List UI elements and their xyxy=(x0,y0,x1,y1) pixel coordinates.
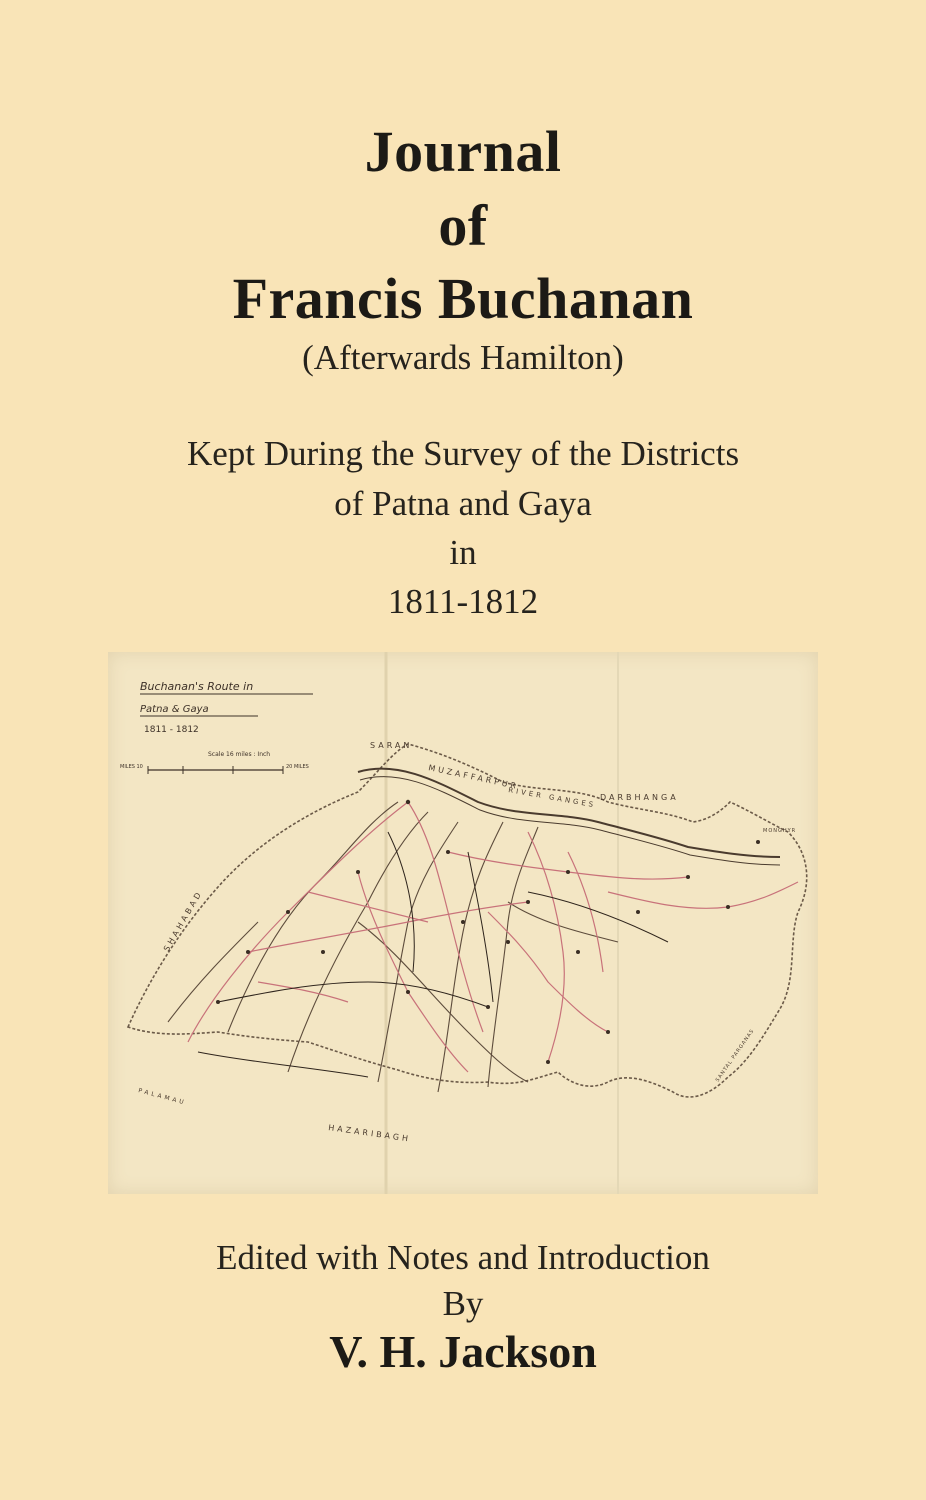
description-line-2: of Patna and Gaya xyxy=(334,484,592,523)
legend-title: Buchanan's Route in xyxy=(140,680,254,693)
roads xyxy=(198,832,668,1077)
label-darbhanga: DARBHANGA xyxy=(600,793,679,802)
editor-name: V. H. Jackson xyxy=(329,1326,597,1377)
legend-subtitle: Patna & Gaya xyxy=(140,704,209,715)
description-line-1: Kept During the Survey of the Districts xyxy=(186,434,740,473)
streams xyxy=(168,802,618,1092)
label-monghyr: MONGHYR xyxy=(763,828,797,834)
scale-left: MILES 10 xyxy=(120,764,143,770)
label-palamau: PALAMAU xyxy=(137,1087,188,1107)
scale-right: 20 MILES xyxy=(286,764,309,770)
title-author: Francis Buchanan xyxy=(232,266,694,331)
label-hazaribagh: HAZARIBAGH xyxy=(327,1123,412,1144)
label-shahabad: SHAHABAD xyxy=(161,888,205,953)
years: 1811-1812 xyxy=(387,582,539,621)
description-line-3: in xyxy=(449,533,477,572)
scale-label: Scale 16 miles : Inch xyxy=(208,751,271,758)
by-line: By xyxy=(442,1284,484,1323)
label-saran: SARAN xyxy=(370,741,413,750)
title-of: of xyxy=(438,193,488,258)
label-river: RIVER GANGES xyxy=(507,786,597,810)
map-illustration xyxy=(108,652,818,1194)
label-muzaffarpur: MUZAFFARPUR xyxy=(427,763,520,792)
edited-line: Edited with Notes and Introduction xyxy=(216,1238,710,1277)
legend-years: 1811 - 1812 xyxy=(144,725,199,735)
title-journal: Journal xyxy=(364,119,562,184)
towns xyxy=(216,800,760,1064)
route-map xyxy=(108,652,818,1194)
map-legend xyxy=(120,680,313,774)
label-santal: SANTAL PARGANAS xyxy=(714,1028,756,1084)
subtitle: (Afterwards Hamilton) xyxy=(302,338,624,377)
